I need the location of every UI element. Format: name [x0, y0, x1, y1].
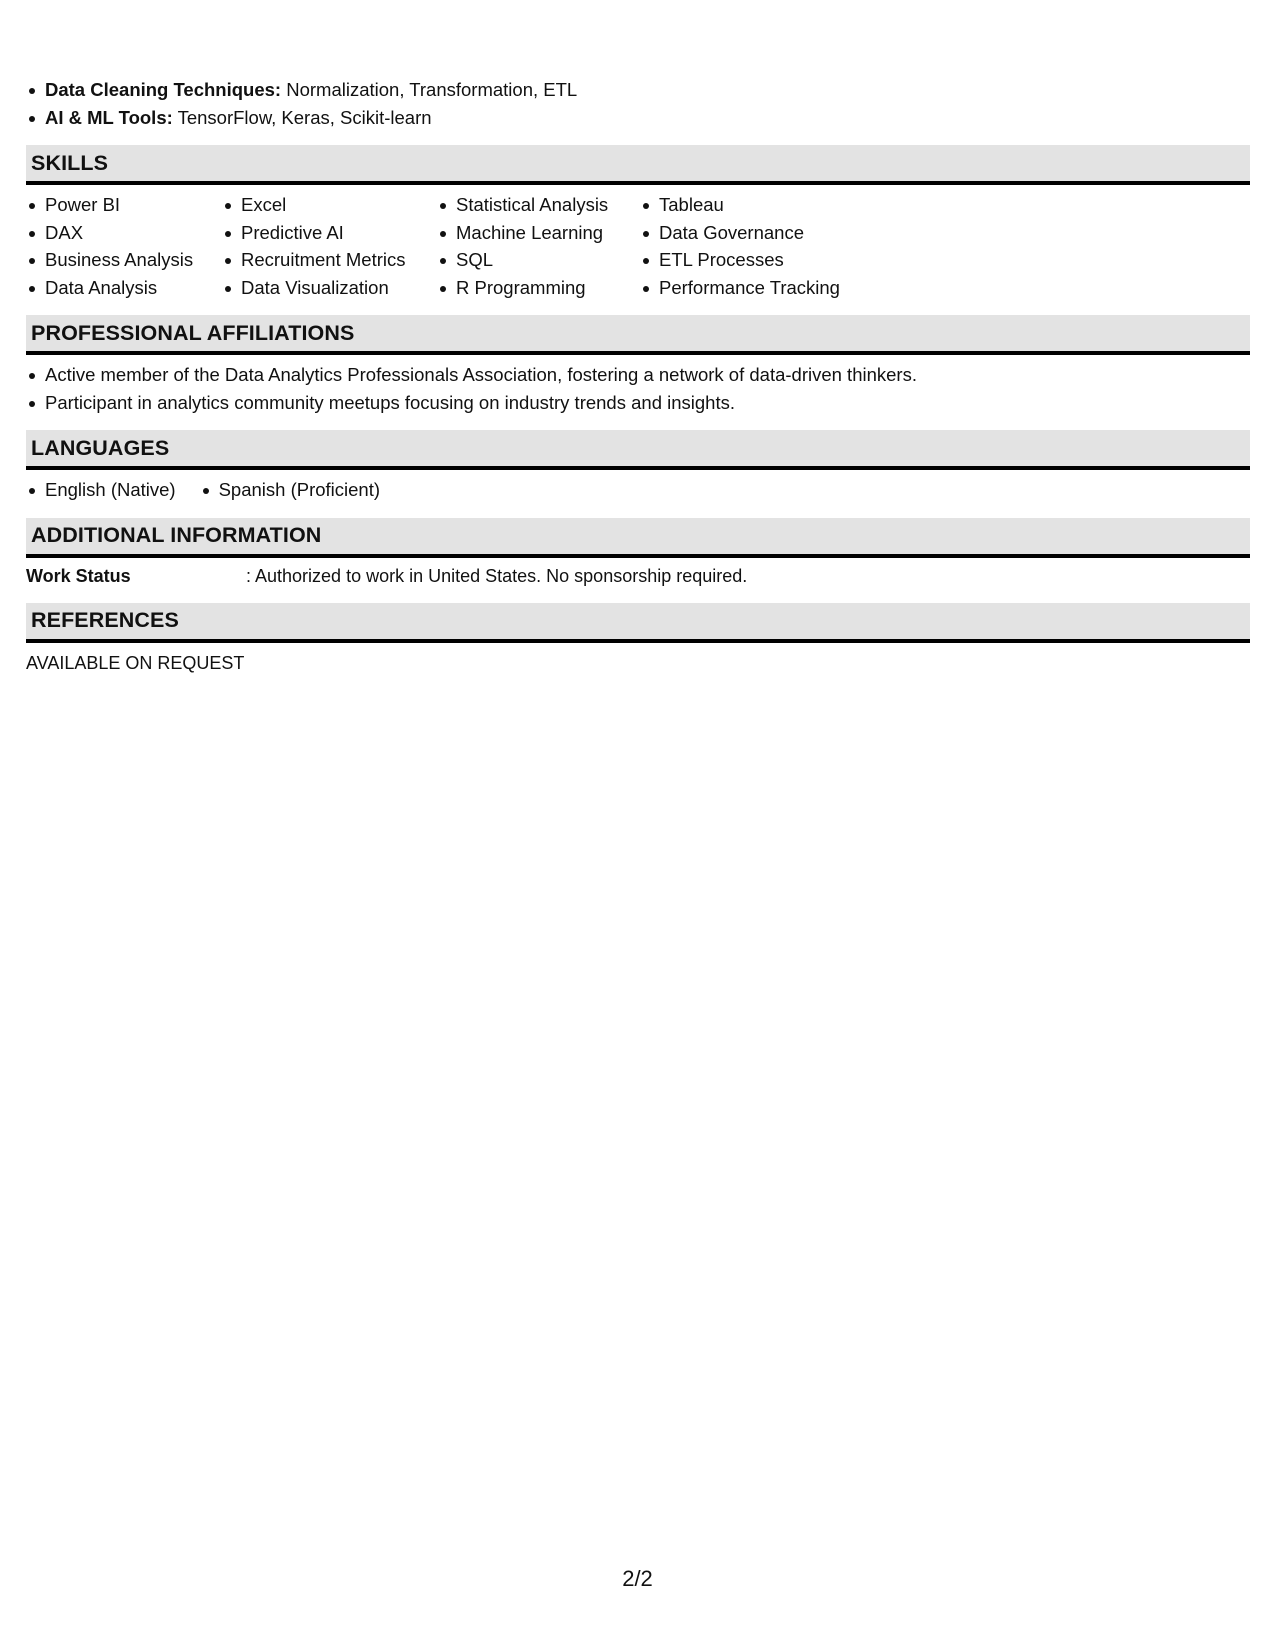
skill-item: Excel	[222, 191, 437, 219]
skill-item: SQL	[437, 246, 640, 274]
affiliations-list	[26, 361, 1250, 416]
references-text: AVAILABLE ON REQUEST	[26, 652, 245, 673]
skills-column	[26, 191, 222, 301]
references-header	[26, 603, 1250, 643]
work-status-value: : Authorized to work in United States. No sponsorship required.	[246, 565, 748, 586]
skills-column	[222, 191, 437, 301]
section-title: LANGUAGES	[31, 435, 170, 460]
skill-item: ETL Processes	[640, 246, 890, 274]
skills-header	[26, 145, 1250, 185]
affiliation-item: Participant in analytics community meetups focusing on industry trends and insights.	[26, 389, 1250, 417]
item-value: Normalization, Transformation, ETL	[281, 79, 578, 100]
skill-item: Machine Learning	[437, 219, 640, 247]
top-list	[26, 76, 1250, 131]
skill-item: Predictive AI	[222, 219, 437, 247]
item-value: TensorFlow, Keras, Scikit-learn	[172, 106, 432, 128]
section-title: ADDITIONAL INFORMATION	[31, 523, 322, 547]
list-item	[26, 76, 1250, 104]
resume-page	[26, 76, 1250, 677]
additional-info-header	[26, 518, 1250, 558]
languages-header	[26, 430, 1250, 470]
skills-column	[437, 191, 640, 301]
skill-item: Recruitment Metrics	[222, 246, 437, 274]
page-number: 2/2	[622, 1566, 653, 1591]
section-title: REFERENCES	[31, 608, 179, 632]
section-title: PROFESSIONAL AFFILIATIONS	[31, 320, 355, 345]
affiliation-item: Active member of the Data Analytics Professionals Association, fostering a network of data-driven thinkers.	[26, 361, 1250, 389]
skill-item: R Programming	[437, 274, 640, 302]
language-item: English (Native)	[26, 476, 176, 504]
skill-item: Tableau	[640, 191, 890, 219]
work-status-row	[26, 563, 1250, 590]
skills-grid	[26, 191, 1250, 301]
work-status-label: Work Status	[26, 565, 131, 586]
item-label: Data Cleaning Techniques:	[45, 79, 282, 100]
skill-item: Data Visualization	[222, 274, 437, 302]
list-item	[26, 104, 1250, 132]
item-label: AI & ML Tools:	[45, 106, 173, 128]
section-title: SKILLS	[31, 150, 109, 175]
skill-item: Business Analysis	[26, 246, 222, 274]
language-item: Spanish (Proficient)	[200, 476, 380, 504]
skill-item: Power BI	[26, 191, 222, 219]
affiliations-header	[26, 315, 1250, 355]
skill-item: Data Analysis	[26, 274, 222, 302]
skill-item: DAX	[26, 219, 222, 247]
languages-list	[26, 476, 1250, 504]
skill-item: Performance Tracking	[640, 274, 890, 302]
skills-column	[640, 191, 890, 301]
skill-item: Statistical Analysis	[437, 191, 640, 219]
skill-item: Data Governance	[640, 219, 890, 247]
